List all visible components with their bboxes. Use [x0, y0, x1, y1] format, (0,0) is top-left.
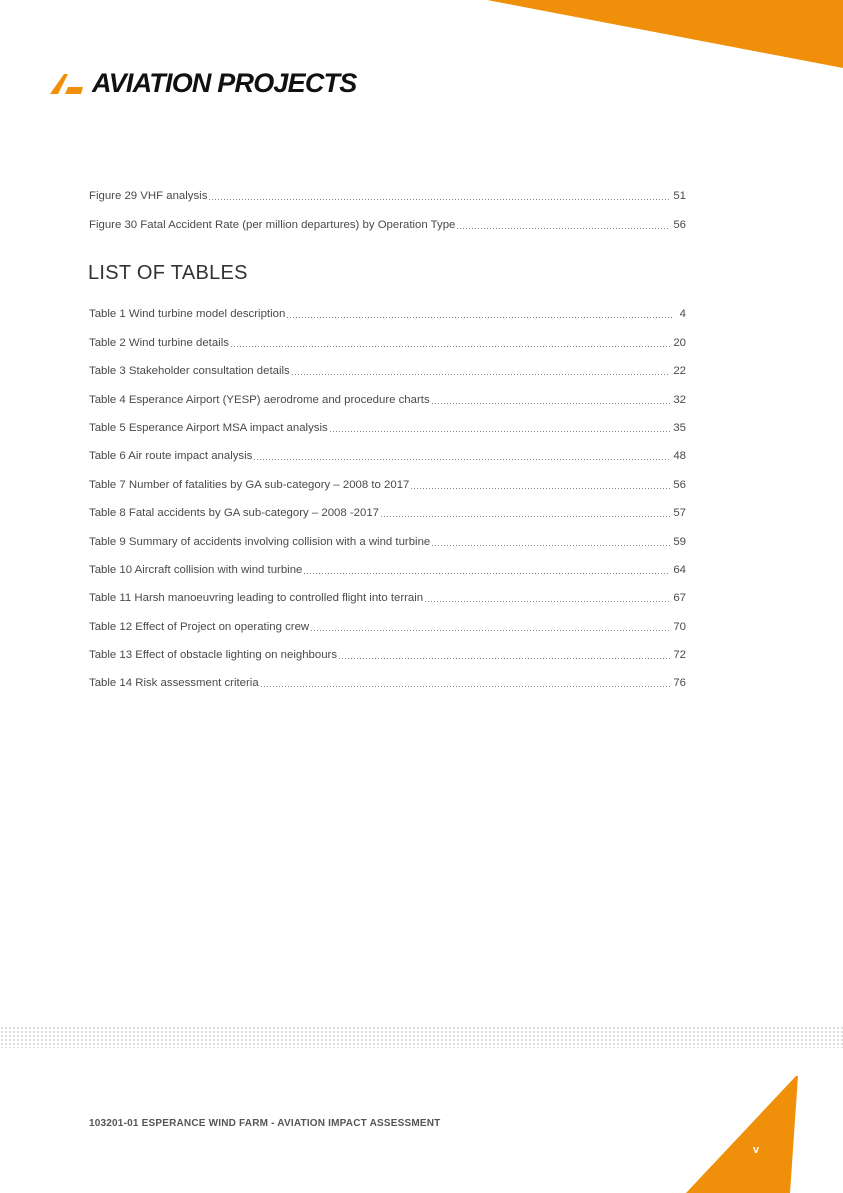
toc-entry-title: Figure 30 Fatal Accident Rate (per million departures) by Operation Type	[89, 218, 456, 231]
toc-entry-table-9[interactable]	[89, 520, 686, 548]
toc-entry-title: Table 11 Harsh manoeuvring leading to controlled flight into terrain	[89, 592, 424, 605]
brand-logo	[48, 68, 356, 98]
toc-dot-leader	[311, 630, 670, 631]
toc-entry-page: 64	[673, 563, 686, 576]
toc-dot-leader	[330, 431, 671, 432]
tables-list	[89, 293, 686, 690]
toc-dot-leader	[304, 573, 670, 574]
toc-entry-table-11[interactable]	[89, 577, 686, 605]
toc-dot-leader	[231, 346, 670, 347]
toc-dot-leader	[339, 658, 670, 659]
toc-dot-leader	[457, 228, 670, 229]
toc-entry-page: 70	[673, 620, 686, 633]
toc-entry-page: 35	[673, 421, 686, 434]
toc-entry-title: Table 3 Stakeholder consultation details	[89, 365, 290, 378]
toc-entry-table-5[interactable]	[89, 407, 686, 435]
toc-entry-table-1[interactable]	[89, 293, 686, 321]
toc-entry-page: 20	[673, 336, 686, 349]
toc-entry-title: Table 10 Aircraft collision with wind turbine	[89, 563, 303, 576]
toc-dot-leader	[411, 488, 670, 489]
toc-entry-figure-29[interactable]	[89, 175, 686, 203]
toc-entry-page: 59	[673, 535, 686, 548]
toc-entry-page: 72	[673, 649, 686, 662]
toc-dot-leader	[292, 374, 671, 375]
toc-entry-title: Table 2 Wind turbine details	[89, 336, 229, 349]
toc-entry-table-8[interactable]	[89, 492, 686, 520]
toc-entry-table-12[interactable]	[89, 605, 686, 633]
aviation-projects-logo-icon	[48, 70, 88, 96]
figures-list	[89, 175, 686, 232]
footer-orange-triangle	[686, 1076, 798, 1193]
toc-entry-page: 57	[673, 507, 686, 520]
toc-dot-leader	[425, 601, 670, 602]
toc-entry-table-14[interactable]	[89, 662, 686, 690]
toc-entry-page: 48	[673, 450, 686, 463]
toc-entry-page: 4	[679, 308, 686, 321]
toc-entry-title: Table 4 Esperance Airport (YESP) aerodrome and procedure charts	[89, 393, 430, 406]
footer-document-title: 103201-01 ESPERANCE WIND FARM - AVIATION IMPACT ASSESSMENT	[89, 1118, 441, 1129]
toc-dot-leader	[209, 199, 670, 200]
toc-dot-leader	[261, 686, 671, 687]
toc-dot-leader	[432, 403, 671, 404]
toc-dot-leader	[381, 516, 670, 517]
list-of-tables-heading: LIST OF TABLES	[88, 262, 248, 284]
toc-entry-page: 76	[673, 677, 686, 690]
toc-entry-page: 22	[673, 365, 686, 378]
toc-entry-title: Table 13 Effect of obstacle lighting on neighbours	[89, 649, 338, 662]
toc-entry-table-3[interactable]	[89, 350, 686, 378]
toc-entry-title: Figure 29 VHF analysis	[89, 190, 208, 203]
toc-entry-title: Table 9 Summary of accidents involving collision with a wind turbine	[89, 535, 431, 548]
toc-entry-title: Table 6 Air route impact analysis	[89, 450, 253, 463]
toc-entry-page: 67	[673, 592, 686, 605]
toc-entry-title: Table 5 Esperance Airport MSA impact analysis	[89, 421, 328, 434]
page-number: v	[752, 1144, 760, 1156]
toc-entry-table-13[interactable]	[89, 634, 686, 662]
toc-entry-title: Table 14 Risk assessment criteria	[89, 677, 259, 690]
toc-entry-table-4[interactable]	[89, 378, 686, 406]
footer-dot-pattern	[0, 1026, 843, 1048]
toc-entry-page: 32	[673, 393, 686, 406]
toc-dot-leader	[287, 317, 673, 318]
toc-dot-leader	[432, 545, 670, 546]
toc-entry-table-7[interactable]	[89, 463, 686, 491]
toc-entry-table-10[interactable]	[89, 549, 686, 577]
brand-name: AVIATION PROJECTS	[92, 68, 357, 98]
toc-entry-page: 56	[673, 218, 686, 231]
toc-entry-table-6[interactable]	[89, 435, 686, 463]
toc-entry-figure-30[interactable]	[89, 203, 686, 231]
toc-entry-title: Table 8 Fatal accidents by GA sub-category – 2008 -2017	[89, 507, 380, 520]
toc-entry-title: Table 7 Number of fatalities by GA sub-category – 2008 to 2017	[89, 478, 410, 491]
toc-dot-leader	[254, 459, 670, 460]
toc-entry-page: 56	[673, 478, 686, 491]
toc-entry-page: 51	[673, 190, 686, 203]
toc-entry-title: Table 1 Wind turbine model description	[89, 308, 286, 321]
toc-entry-table-2[interactable]	[89, 321, 686, 349]
toc-entry-title: Table 12 Effect of Project on operating crew	[89, 620, 310, 633]
